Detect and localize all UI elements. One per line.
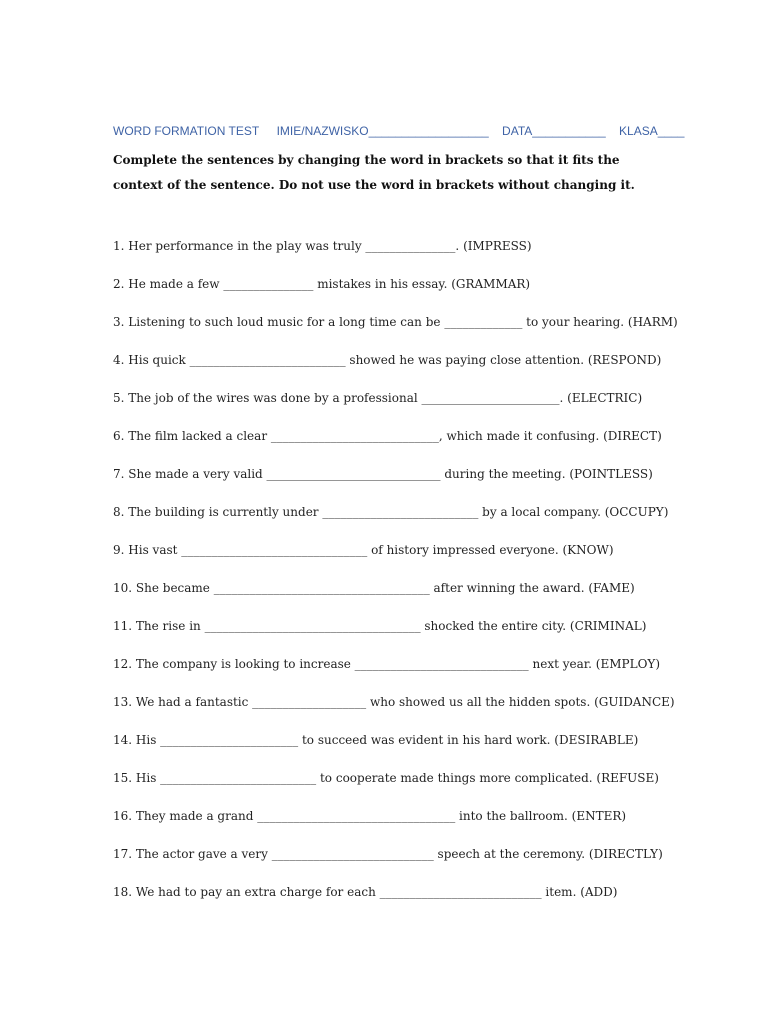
question-item-16: 16. They made a grand _________________________________ into the ballroom. (ENTER) (113, 809, 627, 823)
question-item-13: 13. We had a fantastic ___________________ who showed us all the hidden spots. (GUIDANCE) (113, 695, 675, 709)
worksheet-header (113, 124, 685, 138)
question-item-14: 14. His _______________________ to succeed was evident in his hard work. (DESIRABLE) (113, 733, 639, 747)
question-item-6: 6. The film lacked a clear ____________________________, which made it confusing. (DIRECT) (113, 429, 662, 443)
question-item-4: 4. His quick __________________________ showed he was paying close attention. (RESPOND) (113, 353, 662, 367)
name-field-label: IMIE/NAZWISKO__________________ (276, 124, 489, 138)
question-item-1: 1. Her performance in the play was truly _______________. (IMPRESS) (113, 239, 532, 253)
question-item-11: 11. The rise in ____________________________________ shocked the entire city. (CRIMINAL) (113, 619, 647, 633)
question-item-12: 12. The company is looking to increase _____________________________ next year. (EMPLOY) (113, 657, 661, 671)
instructions-text: Complete the sentences by changing the word in brackets so that it fits the context of the sentence. Do not use the word in brackets without changing it. (113, 153, 635, 192)
question-item-2: 2. He made a few _______________ mistakes in his essay. (GRAMMAR) (113, 277, 531, 291)
class-field-label: KLASA____ (619, 124, 685, 138)
question-item-5: 5. The job of the wires was done by a professional _______________________. (ELECTRIC) (113, 391, 643, 405)
question-item-10: 10. She became ____________________________________ after winning the award. (FAME) (113, 581, 635, 595)
question-item-18: 18. We had to pay an extra charge for each ___________________________ item. (ADD) (113, 885, 618, 899)
question-item-8: 8. The building is currently under __________________________ by a local company. (OCCUPY) (113, 505, 669, 519)
test-title: WORD FORMATION TEST (113, 124, 260, 138)
question-item-3: 3. Listening to such loud music for a long time can be _____________ to your hearing. (HARM) (113, 315, 678, 329)
date-field-label: DATA___________ (502, 124, 606, 138)
question-item-17: 17. The actor gave a very ___________________________ speech at the ceremony. (DIRECTLY) (113, 847, 663, 861)
question-item-7: 7. She made a very valid _____________________________ during the meeting. (POINTLESS) (113, 467, 653, 481)
question-item-9: 9. His vast _______________________________ of history impressed everyone. (KNOW) (113, 543, 614, 557)
question-item-15: 15. His __________________________ to cooperate made things more complicated. (REFUSE) (113, 771, 659, 785)
